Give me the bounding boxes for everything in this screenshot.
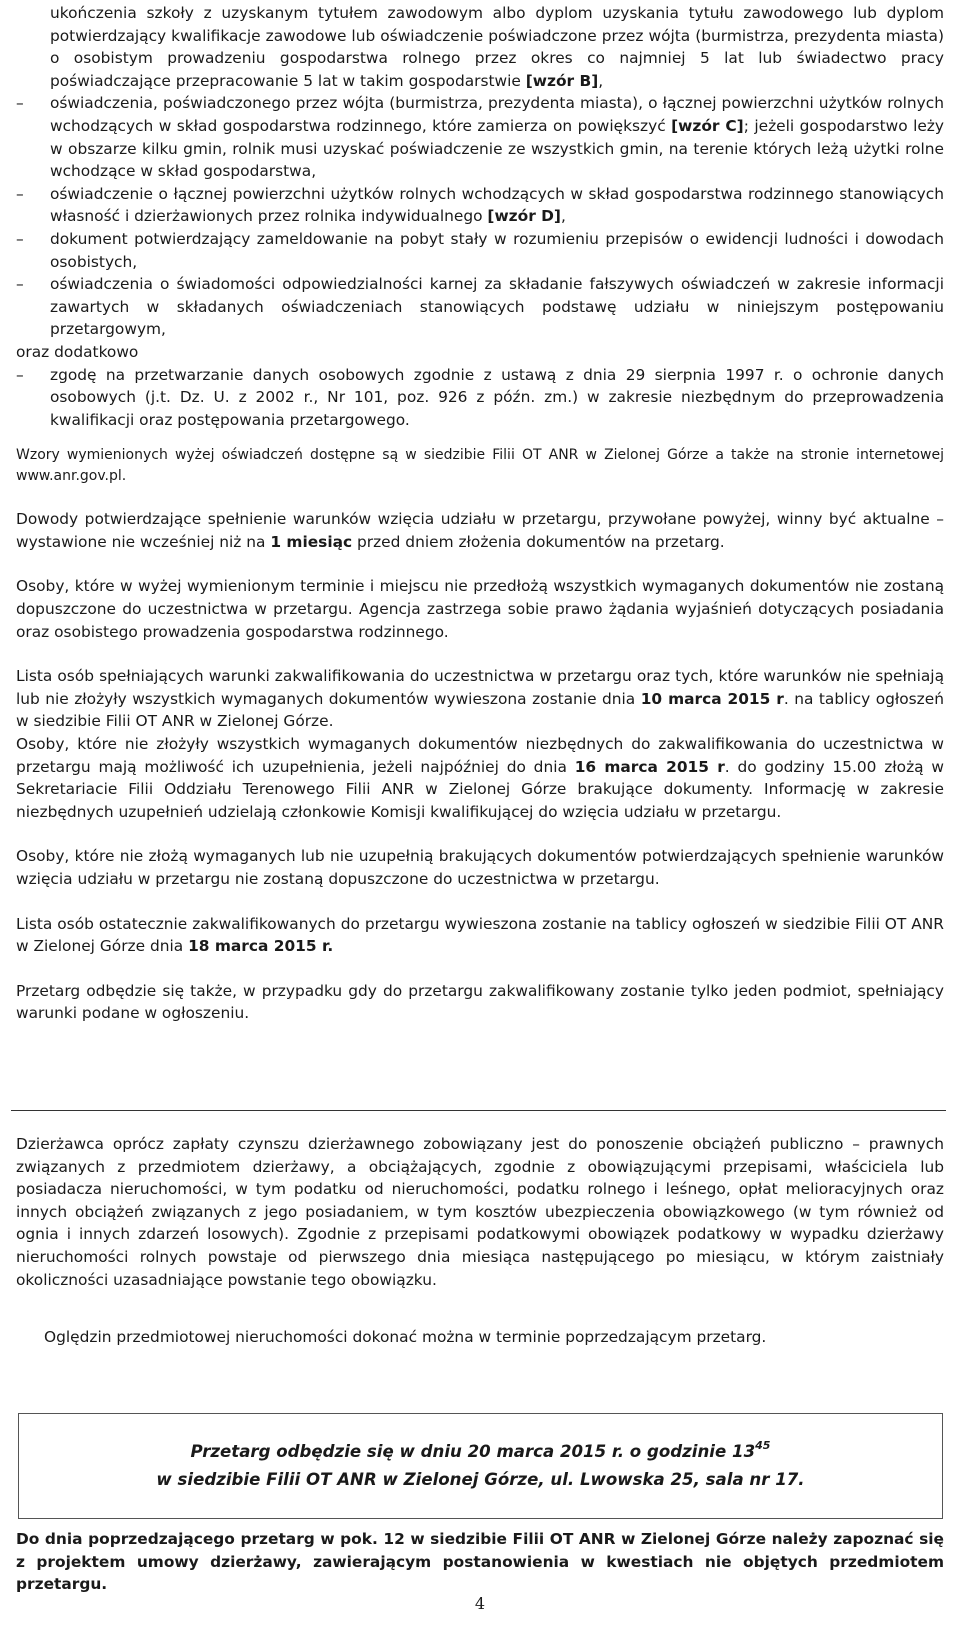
bold-text: [wzór B]: [525, 71, 599, 90]
list-item: [16, 92, 944, 182]
lease-obligations-paragraph: Dzierżawca oprócz zapłaty czynszu dzierżawnego zobowiązany jest do ponoszenie obciążeń publiczno – prawnych związanych z przedmiotem dzierżawy, a obciążających, zgodnie z obowiązującymi przepisami, właściciela lub posiadacza nieruchomości, w tym podatku od nieruchomości, podatku rolnego i leśnego, opłat melioracyjnych oraz innych obciążeń związanych z jego posiadaniem, w tym kosztów ubezpieczenia obowiązkowego (w tym również od ognia i innych zdarzeń losowych). Zgodnie z przepisami podatkowymi obowiązek podatkowy w wypadku dzierżawy nieruchomości rolnych powstaje od pierwszego dnia miesiąca następującego po miesiącu, w którym zaistniały okoliczności uzasadniające powstanie tego obowiązku.: [16, 1135, 944, 1289]
text-run: oświadczenia, poświadczonego przez wójta (burmistrza, prezydenta miasta), o łącznej powierzchni użytków rolnych wchodzących w skład gospodarstwa rodzinnego, które zamierza on powiększyć: [50, 94, 944, 135]
text-run: Dowody potwierdzające spełnienie warunków wzięcia udziału w przetargu, przywołane powyżej, winny być aktualne – wystawione nie wcześniej niż na: [16, 510, 944, 551]
text-run: oświadczenie o łącznej powierzchni użytków rolnych wchodzących w skład gospodarstwa rodzinnego stanowiących własność i dzierżawionych przez rolnika indywidualnego: [50, 184, 944, 226]
list-item: [16, 364, 944, 432]
dash-bullet: –: [16, 229, 24, 248]
text-run: ,: [598, 71, 604, 90]
bold-text: 10 marca 2015 r: [640, 689, 784, 708]
text-run: ,: [560, 207, 566, 226]
dash-bullet: –: [16, 184, 24, 203]
bold-text: [wzór D]: [487, 207, 561, 226]
text-run: dokument potwierdzający zameldowanie na pobyt stały w rozumieniu przepisów o ewidencji ludności i dowodach osobistych,: [50, 229, 944, 271]
additional-requirements-list: [16, 364, 944, 432]
document-body: [16, 2, 944, 1025]
oraz-dodatkowo: oraz dodatkowo: [16, 342, 139, 361]
text-run: ; jeżeli gospodarstwo leży w obszarze kilku gmin, rolnik musi uzyskać poświadczenie ze wszystkich gmin, na terenie których leżą użytki rolne wchodzące w skład gospodarstwa,: [50, 116, 944, 181]
text-run: Osoby, które nie złożyły wszystkich wymaganych dokumentów niezbędnych do zakwalifikowania do uczestnictwa w przetargu mają możliwość ich uzupełnienia, jeżeli najpóźniej do dnia: [16, 735, 944, 776]
auction-location-line: w siedzibie Filii OT ANR w Zielonej Górze, ul. Lwowska 25, sala nr 17.: [156, 1470, 805, 1489]
section-divider-line: [11, 1110, 946, 1111]
bold-text: 1 miesiąc: [270, 532, 353, 551]
final-notice: Do dnia poprzedzającego przetarg w pok. 12 w siedzibie Filii OT ANR w Zielonej Górze należy zapoznać się z projektem umowy dzierżawy, zawierającym postanowienia w kwestiach nie objętych przedmiotem przetargu.: [16, 1530, 944, 1594]
requirements-list: [16, 2, 944, 341]
qualification-paragraphs: [16, 508, 944, 1025]
dash-bullet: –: [16, 275, 24, 294]
paragraph: [16, 980, 944, 1025]
text-run: oświadczenia o świadomości odpowiedzialności karnej za składanie fałszywych oświadczeń w zakresie informacji zawartych w składanych oświadczeniach stanowiących podstawę udziału w niniejszym postępowaniu przetargowym,: [50, 275, 944, 339]
text-run: . do godziny 15.00 złożą w Sekretariacie Filii Oddziału Terenowego Filii ANR w Zielonej Górze brakujące dokumenty. Informację w zakresie niezbędnych uzupełnień udzielają członkowie Komisji kwalifikującej do wzięcia udziału w przetargu.: [16, 757, 944, 821]
text-run: Przetarg odbędzie się także, w przypadku gdy do przetargu zakwalifikowany zostanie tylko jeden podmiot, spełniający warunki podane w ogłoszeniu.: [16, 981, 944, 1023]
text-run: Osoby, które nie złożą wymaganych lub nie uzupełnią brakujących dokumentów potwierdzających spełnienie warunków wzięcia udziału w przetargu nie zostaną dopuszczone do uczestnictwa w przetargu.: [16, 847, 944, 888]
list-item: [16, 183, 944, 228]
paragraph: [16, 575, 944, 643]
bold-text: 18 marca 2015 r.: [188, 937, 334, 956]
list-item: [16, 273, 944, 341]
bold-text: 16 marca 2015 r: [574, 757, 725, 776]
paragraph: [16, 845, 944, 890]
inspection-paragraph: Oględzin przedmiotowej nieruchomości dokonać można w terminie poprzedzającym przetarg.: [44, 1328, 767, 1346]
paragraph: [16, 508, 944, 553]
bold-text: [wzór C]: [671, 116, 744, 135]
text-run: . na tablicy ogłoszeń w siedzibie Filii OT ANR w Zielonej Górze.: [16, 689, 944, 731]
hour-minutes-superscript: 45: [755, 1439, 771, 1452]
text-run: zgodę na przetwarzanie danych osobowych zgodnie z ustawą z dnia 29 sierpnia 1997 r. o ochronie danych osobowych (j.t. Dz. U. z 2002 r., Nr 101, poz. 926 z późn. zm.) w zakresie niezbędnym do przeprowadzenia kwalifikacji oraz postępowania przetargowego.: [50, 365, 944, 429]
list-item: [16, 2, 944, 92]
text-run: Osoby, które w wyżej wymienionym terminie i miejscu nie przedłożą wszystkich wymaganych dokumentów nie zostaną dopuszczone do uczestnictwa w przetargu. Agencja zastrzega sobie prawo żądania wyjaśnień dotyczących posiadania oraz osobistego prowadzenia gospodarstwa rodzinnego.: [16, 577, 944, 641]
paragraph: [16, 733, 944, 823]
page-number: 4: [474, 1594, 486, 1613]
templates-note: Wzory wymienionych wyżej oświadczeń dostępne są w siedzibie Filii OT ANR w Zielonej Górze a także na stronie internetowej www.anr.gov.pl.: [16, 447, 944, 484]
paragraph: [16, 913, 944, 958]
list-item: [16, 228, 944, 273]
text-run: Lista osób spełniających warunki zakwalifikowania do uczestnictwa w przetargu oraz tych, które warunków nie spełniają lub nie złożyły wszystkich wymaganych dokumentów wywieszona zostanie dnia: [16, 667, 944, 708]
dash-bullet: –: [16, 365, 24, 384]
text-run: ukończenia szkoły z uzyskanym tytułem zawodowym albo dyplom uzyskania tytułu zawodowego lub dyplom potwierdzający kwalifikacje zawodowe lub oświadczenie poświadczone przez wójta (burmistrza, prezydenta miasta) o osobistym prowadzeniu gospodarstwa rolnego przez okres co najmniej 5 lat lub świadectwo pracy poświadczające przepracowanie 5 lat w takim gospodarstwie: [50, 4, 944, 90]
auction-date-line: Przetarg odbędzie się w dniu 20 marca 2015 r. o godzinie $13^{45}$: [190, 1439, 771, 1461]
dash-bullet: –: [16, 94, 24, 113]
text-run: przed dniem złożenia dokumentów na przetarg.: [352, 532, 725, 551]
text-run: Lista osób ostatecznie zakwalifikowanych do przetargu wywieszona zostanie na tablicy ogłoszeń w siedzibie Filii OT ANR w Zielonej Górze dnia: [16, 914, 944, 956]
auction-date-box: [18, 1413, 943, 1519]
paragraph: [16, 665, 944, 733]
